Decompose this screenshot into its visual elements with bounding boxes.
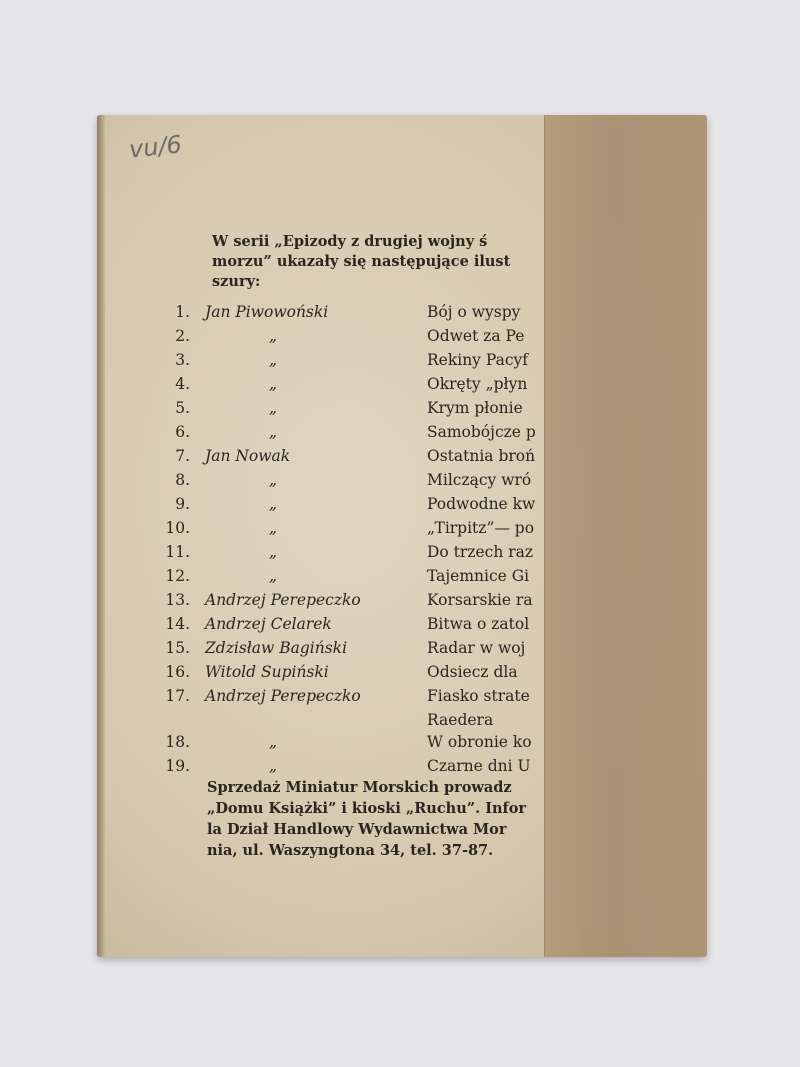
item-author: Andrzej Celarek (205, 615, 332, 633)
item-title: Fiasko strate (427, 687, 530, 705)
item-number: 13. (165, 591, 190, 609)
item-number: 9. (175, 495, 190, 513)
booklet-back-cover (97, 115, 707, 957)
item-author: „ (269, 327, 278, 345)
footer-line-3: la Dział Handlowy Wydawnictwa Mor (207, 821, 507, 838)
item-number: 16. (165, 663, 190, 681)
item-number: 8. (175, 471, 190, 489)
item-author: Andrzej Perepeczko (205, 591, 361, 609)
item-number: 7. (175, 447, 190, 465)
item-author: „ (269, 543, 278, 561)
item-title: Radar w woj (427, 639, 526, 657)
item-number: 11. (165, 543, 190, 561)
item-author: Andrzej Perepeczko (205, 687, 361, 705)
item-author: „ (269, 351, 278, 369)
footer-line-2: „Domu Książki” i kioski „Ruchu”. Infor (207, 800, 527, 817)
item-number: 2. (175, 327, 190, 345)
item-author: „ (269, 399, 278, 417)
item-title: Bitwa o zatol (427, 615, 530, 633)
item-title: Odsiecz dla (427, 663, 518, 681)
item-title: Samobójcze p (427, 423, 536, 441)
item-author: Jan Nowak (205, 447, 291, 465)
item-title: W obronie ko (427, 733, 532, 751)
footer-line-1: Sprzedaż Miniatur Morskich prowadz (207, 779, 512, 796)
item-title: Rekiny Pacyf (427, 351, 529, 369)
item-number: 19. (165, 757, 190, 775)
item-author: Witold Supiński (205, 663, 329, 681)
item-number: 12. (165, 567, 190, 585)
item-number: 15. (165, 639, 190, 657)
item-author: „ (269, 733, 278, 751)
item-title: Krym płonie (427, 399, 523, 417)
item-title-continuation: Raedera (427, 711, 494, 729)
item-title: Odwet za Pe (427, 327, 525, 345)
item-author: Zdzisław Bagiński (205, 639, 348, 657)
item-number: 3. (175, 351, 190, 369)
item-number: 5. (175, 399, 190, 417)
item-number: 17. (165, 687, 190, 705)
item-author: „ (269, 423, 278, 441)
footer-line-4: nia, ul. Waszyngtona 34, tel. 37-87. (207, 842, 494, 859)
item-title: Bój o wyspy (427, 303, 521, 321)
heading-line-3: szury: (212, 273, 261, 290)
item-title: Czarne dni U (427, 757, 531, 775)
item-title: Do trzech raz (427, 543, 534, 561)
item-number: 18. (165, 733, 190, 751)
heading-line-1: W serii „Epizody z drugiej wojny ś (212, 233, 488, 250)
item-author: Jan Piwowoński (205, 303, 329, 321)
item-title: Korsarskie ra (427, 591, 533, 609)
item-title: Tajemnice Gi (427, 567, 530, 585)
item-title: Podwodne kw (427, 495, 536, 513)
handwritten-note: vu/6 (127, 130, 184, 164)
item-number: 10. (165, 519, 190, 537)
item-title: Ostatnia broń (427, 447, 536, 465)
item-number: 6. (175, 423, 190, 441)
item-title: Milczący wró (427, 471, 532, 489)
item-title: Okręty „płyn (427, 375, 528, 393)
item-author: „ (269, 757, 278, 775)
brown-tape-strip (544, 115, 707, 957)
heading-line-2: morzu” ukazały się następujące ilust (212, 253, 511, 270)
item-author: „ (269, 375, 278, 393)
item-number: 14. (165, 615, 190, 633)
item-number: 4. (175, 375, 190, 393)
item-author: „ (269, 567, 278, 585)
sales-info (207, 777, 526, 861)
item-title: „Tirpitz”— po (427, 519, 535, 537)
item-author: „ (269, 471, 278, 489)
item-number: 1. (175, 303, 190, 321)
item-author: „ (269, 519, 278, 537)
item-author: „ (269, 495, 278, 513)
